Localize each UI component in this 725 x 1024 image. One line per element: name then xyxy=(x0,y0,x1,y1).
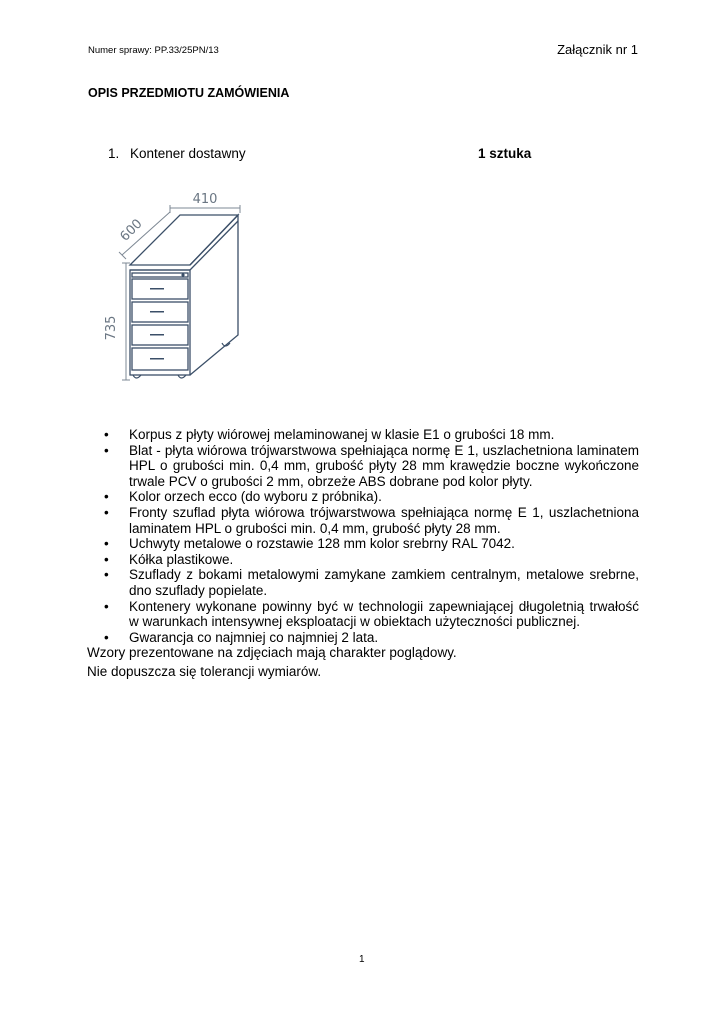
bullet-icon: • xyxy=(104,629,109,645)
bullet-icon: • xyxy=(104,551,109,567)
dim-height-label: 735 xyxy=(104,315,119,341)
notes xyxy=(87,643,457,681)
list-item: • Blat - płyta wiórowa trójwarstwowa spełniająca normę E 1, uszlachetniona laminatem HPL o grubości min. 0,4 mm, grubość płyty 28 mm krawędzie boczne wykończone trwale PCV o grubości 2 mm, obrzeże ABS dobrane pod kolor płyty. xyxy=(104,442,639,489)
list-item: • Korpus z płyty wiórowej melaminowanej w klasie E1 o grubości 18 mm. xyxy=(104,427,555,442)
lock-icon xyxy=(181,273,184,276)
bullet-icon: • xyxy=(104,536,109,552)
dim-depth-label: 600 xyxy=(117,216,146,245)
list-item: • Kontenery wykonane powinny być w technologii zapewniającej długoletnią trwałość w warunkach intensywnej eksploatacji w obiektach użyteczności publicznej. xyxy=(104,598,639,630)
spec-list xyxy=(104,427,639,645)
cabinet-top xyxy=(130,215,238,265)
case-number: Numer sprawy: PP.33/25PN/13 xyxy=(88,45,219,56)
bullet-icon: • xyxy=(104,427,109,442)
list-item: • Kółka plastikowe. xyxy=(104,551,234,567)
cabinet-side xyxy=(190,215,238,375)
list-item: • Uchwyty metalowe o rozstawie 128 mm kolor srebrny RAL 7042. xyxy=(104,536,515,552)
list-item: • Szuflady z bokami metalowymi zamykane zamkiem centralnym, metalowe srebrne, dno szuflady popielate. xyxy=(104,567,639,598)
list-item: • Fronty szuflad płyta wiórowa trójwarstwowa spełniająca normę E 1, uszlachetniona laminatem HPL o grubości min. 0,4 mm, grubość płyty 28 mm. xyxy=(104,504,639,536)
annex-label: Załącznik nr 1 xyxy=(557,42,638,57)
bullet-icon: • xyxy=(104,489,109,505)
dim-width-label: 410 xyxy=(192,192,218,207)
bullet-icon: • xyxy=(104,442,109,458)
list-item: • Gwarancja co najmniej co najmniej 2 lata. xyxy=(104,629,379,645)
cabinet-drawing xyxy=(100,185,250,390)
bullet-icon: • xyxy=(104,567,109,583)
drawer-1 xyxy=(132,273,188,277)
item-name: Kontener dostawny xyxy=(130,146,246,161)
bullet-icon: • xyxy=(104,598,109,614)
note-line: Nie dopuszcza się tolerancji wymiarów. xyxy=(87,664,322,679)
item-number: 1. xyxy=(108,146,120,161)
note-line: Wzory prezentowane na zdjęciach mają charakter poglądowy. xyxy=(87,645,457,660)
item-quantity: 1 sztuka xyxy=(478,146,532,161)
page-number: 1 xyxy=(359,954,365,965)
bullet-icon: • xyxy=(104,504,109,520)
document-title: OPIS PRZEDMIOTU ZAMÓWIENIA xyxy=(88,86,290,100)
list-item: • Kolor orzech ecco (do wyboru z próbnika). xyxy=(104,489,382,505)
